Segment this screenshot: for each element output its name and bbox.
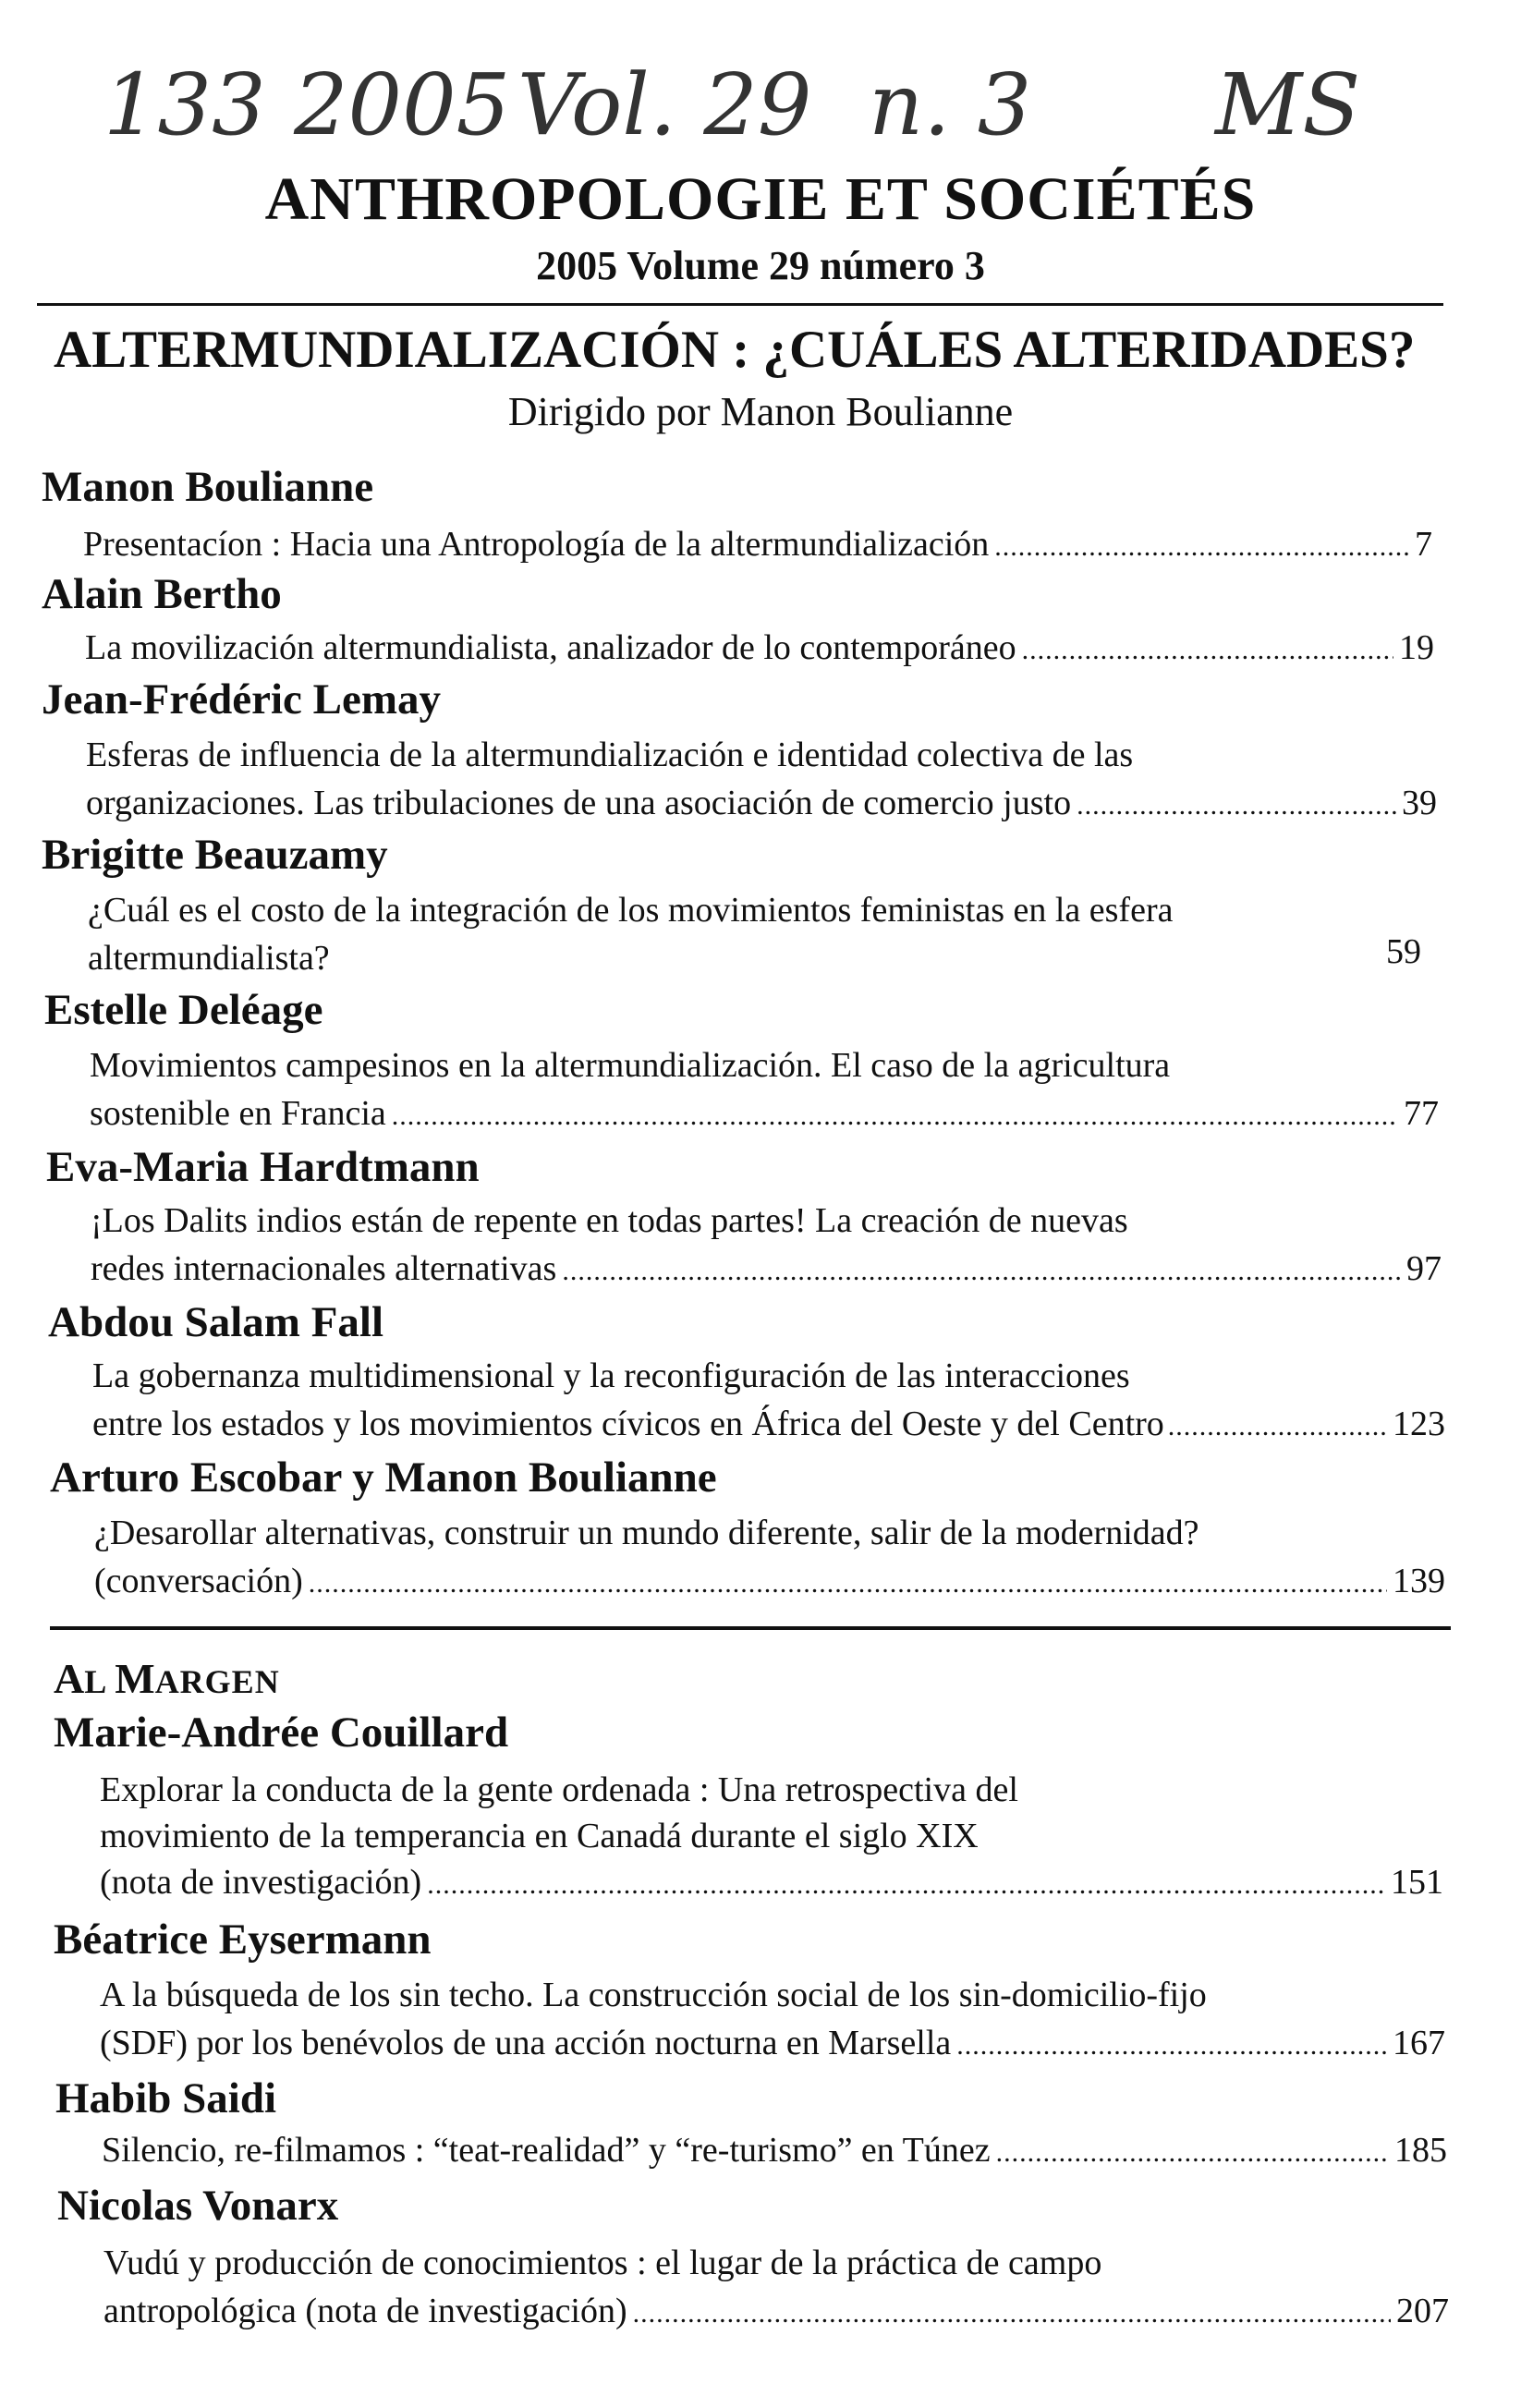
toc-author: Alain Bertho	[42, 570, 282, 618]
toc-entry	[86, 782, 1437, 827]
toc-author: Arturo Escobar y Manon Boulianne	[50, 1453, 717, 1502]
toc-entry-title: La gobernanza multidimensional y la reconfiguración de las interacciones	[92, 1356, 1130, 1395]
toc-entry	[85, 626, 1434, 672]
handwritten-mark: MS	[1215, 55, 1361, 154]
toc-author: Béatrice Eysermann	[54, 1915, 432, 1964]
toc-page-number: 207	[1396, 2292, 1449, 2330]
toc-entry-title: antropológica (nota de investigación)	[103, 2292, 627, 2330]
leader-dots	[1022, 629, 1393, 672]
section-heading-smallcaps: L	[84, 1663, 116, 1700]
toc-entry	[91, 1247, 1442, 1293]
handwritten-volume: Vol. 29	[517, 55, 812, 154]
handwritten-annotation	[0, 55, 1521, 166]
toc-entry-title: altermundialista?	[88, 939, 330, 978]
toc-entry-title: movimiento de la temperancia en Canadá durante el siglo XIX	[100, 1817, 979, 1855]
leader-dots	[427, 1864, 1385, 1906]
toc-page-number: 7	[1415, 525, 1432, 564]
toc-entry-line	[88, 937, 1012, 979]
toc-page-number: 77	[1404, 1094, 1439, 1133]
toc-page-number: 19	[1399, 628, 1434, 667]
toc-entry-line	[100, 1815, 1412, 1857]
toc-entry-title: La movilización altermundialista, analizador de lo contemporáneo	[85, 628, 1016, 667]
toc-entry-title: (SDF) por los benévolos de una acción nocturna en Marsella	[100, 2024, 952, 2062]
toc-entry-title: ¿Cuál es el costo de la integración de los movimientos feministas en la esfera	[88, 891, 1174, 930]
toc-page-number: 151	[1391, 1863, 1443, 1902]
toc-entry-title: Movimientos campesinos en la altermundialización. El caso de la agricultura	[90, 1046, 1171, 1085]
toc-entry-line	[100, 1974, 1449, 2016]
toc-entry	[92, 1403, 1445, 1448]
toc-entry	[100, 2022, 1445, 2067]
toc-author: Habib Saidi	[55, 2074, 277, 2122]
toc-author: Eva-Maria Hardtmann	[46, 1143, 480, 1191]
section-heading-al-margen	[54, 1654, 280, 1703]
toc-entry-line	[92, 1355, 1405, 1397]
toc-entry-title: organizaciones. Las tribulaciones de una asociación de comercio justo	[86, 784, 1072, 822]
toc-author: Abdou Salam Fall	[48, 1298, 384, 1346]
toc-entry	[90, 1092, 1439, 1137]
toc-entry-title: (conversación)	[94, 1562, 303, 1600]
toc-entry-title: redes internacionales alternativas	[91, 1249, 557, 1288]
toc-entry-line	[103, 2242, 1416, 2284]
toc-entry	[102, 2129, 1447, 2174]
toc-entry-title: Silencio, re-filmamos : “teat-realidad” y “re-turismo” en Túnez	[102, 2131, 991, 2170]
toc-author: Estelle Deléage	[44, 986, 323, 1034]
section-heading-letter: A	[54, 1655, 85, 1702]
theme-title: ALTERMUNDIALIZACIÓN : ¿CUÁLES ALTERIDADES?	[54, 321, 1416, 379]
toc-page-number: 97	[1406, 1249, 1442, 1288]
toc-entry-title: sostenible en Francia	[90, 1094, 386, 1133]
toc-entry-title: Vudú y producción de conocimientos : el lugar de la práctica de campo	[103, 2244, 1102, 2282]
toc-entry-line	[91, 1199, 1384, 1242]
toc-author: Nicolas Vonarx	[57, 2182, 339, 2230]
toc-entry-line	[90, 1044, 1383, 1087]
toc-entry-line	[88, 889, 1381, 931]
toc-entry-title: entre los estados y los movimientos cívicos en África del Oeste y del Centro	[92, 1405, 1164, 1443]
section-heading-smallcaps: ARGEN	[154, 1663, 280, 1700]
toc-entry-title: Presentacíon : Hacia una Antropología de la altermundialización	[83, 525, 990, 564]
leader-dots	[392, 1095, 1398, 1137]
toc-entry-title: ¿Desarollar alternativas, construir un mundo diferente, salir de la modernidad?	[94, 1514, 1199, 1552]
leader-dots	[309, 1563, 1387, 1605]
director-line: Dirigido por Manon Boulianne	[507, 389, 1014, 434]
toc-entry-line	[100, 1769, 1412, 1811]
toc-page-number: 139	[1393, 1562, 1445, 1600]
toc-page-number: 39	[1402, 784, 1437, 822]
toc-author: Brigitte Beauzamy	[42, 831, 388, 879]
issue-line: 2005 Volume 29 número 3	[536, 243, 985, 288]
handwritten-year: 2005	[294, 55, 511, 154]
toc-entry-title: A la búsqueda de los sin techo. La construcción social de los sin-domicilio-fijo	[100, 1976, 1207, 2014]
leader-dots	[562, 1250, 1401, 1293]
leader-dots	[1077, 784, 1396, 827]
toc-entry	[100, 1861, 1443, 1906]
toc-page-number: 59	[1386, 932, 1421, 971]
toc-entry	[103, 2290, 1449, 2335]
toc-page-number: 123	[1393, 1405, 1445, 1443]
toc-author: Marie-Andrée Couillard	[54, 1709, 509, 1757]
toc-entry-title: ¡Los Dalits indios están de repente en todas partes! La creación de nuevas	[91, 1201, 1128, 1240]
toc-author: Jean-Frédéric Lemay	[42, 675, 441, 724]
section-divider	[50, 1626, 1451, 1630]
toc-entry-title: Esferas de influencia de la altermundialización e identidad colectiva de las	[86, 736, 1134, 774]
top-divider	[37, 303, 1443, 306]
journal-title: ANTHROPOLOGIE ET SOCIÉTÉS	[264, 165, 1257, 233]
leader-dots	[994, 526, 1409, 568]
handwritten-ref: 133	[103, 55, 266, 154]
toc-entry-line	[94, 1512, 1443, 1554]
leader-dots	[956, 2025, 1387, 2067]
toc-author: Manon Boulianne	[42, 463, 374, 511]
toc-entry	[94, 1560, 1445, 1605]
handwritten-number: n. 3	[869, 55, 1032, 154]
toc-page-number: 185	[1394, 2131, 1447, 2170]
section-heading-letter: M	[115, 1655, 155, 1702]
toc-page-number: 167	[1393, 2024, 1445, 2062]
toc-entry-title: (nota de investigación)	[100, 1863, 422, 1902]
toc-entry-title: Explorar la conducta de la gente ordenada : Una retrospectiva del	[100, 1770, 1018, 1809]
toc-entry	[83, 523, 1432, 568]
leader-dots	[633, 2292, 1391, 2335]
leader-dots	[996, 2132, 1389, 2174]
leader-dots	[1168, 1405, 1389, 1448]
toc-entry-line	[86, 734, 1380, 776]
